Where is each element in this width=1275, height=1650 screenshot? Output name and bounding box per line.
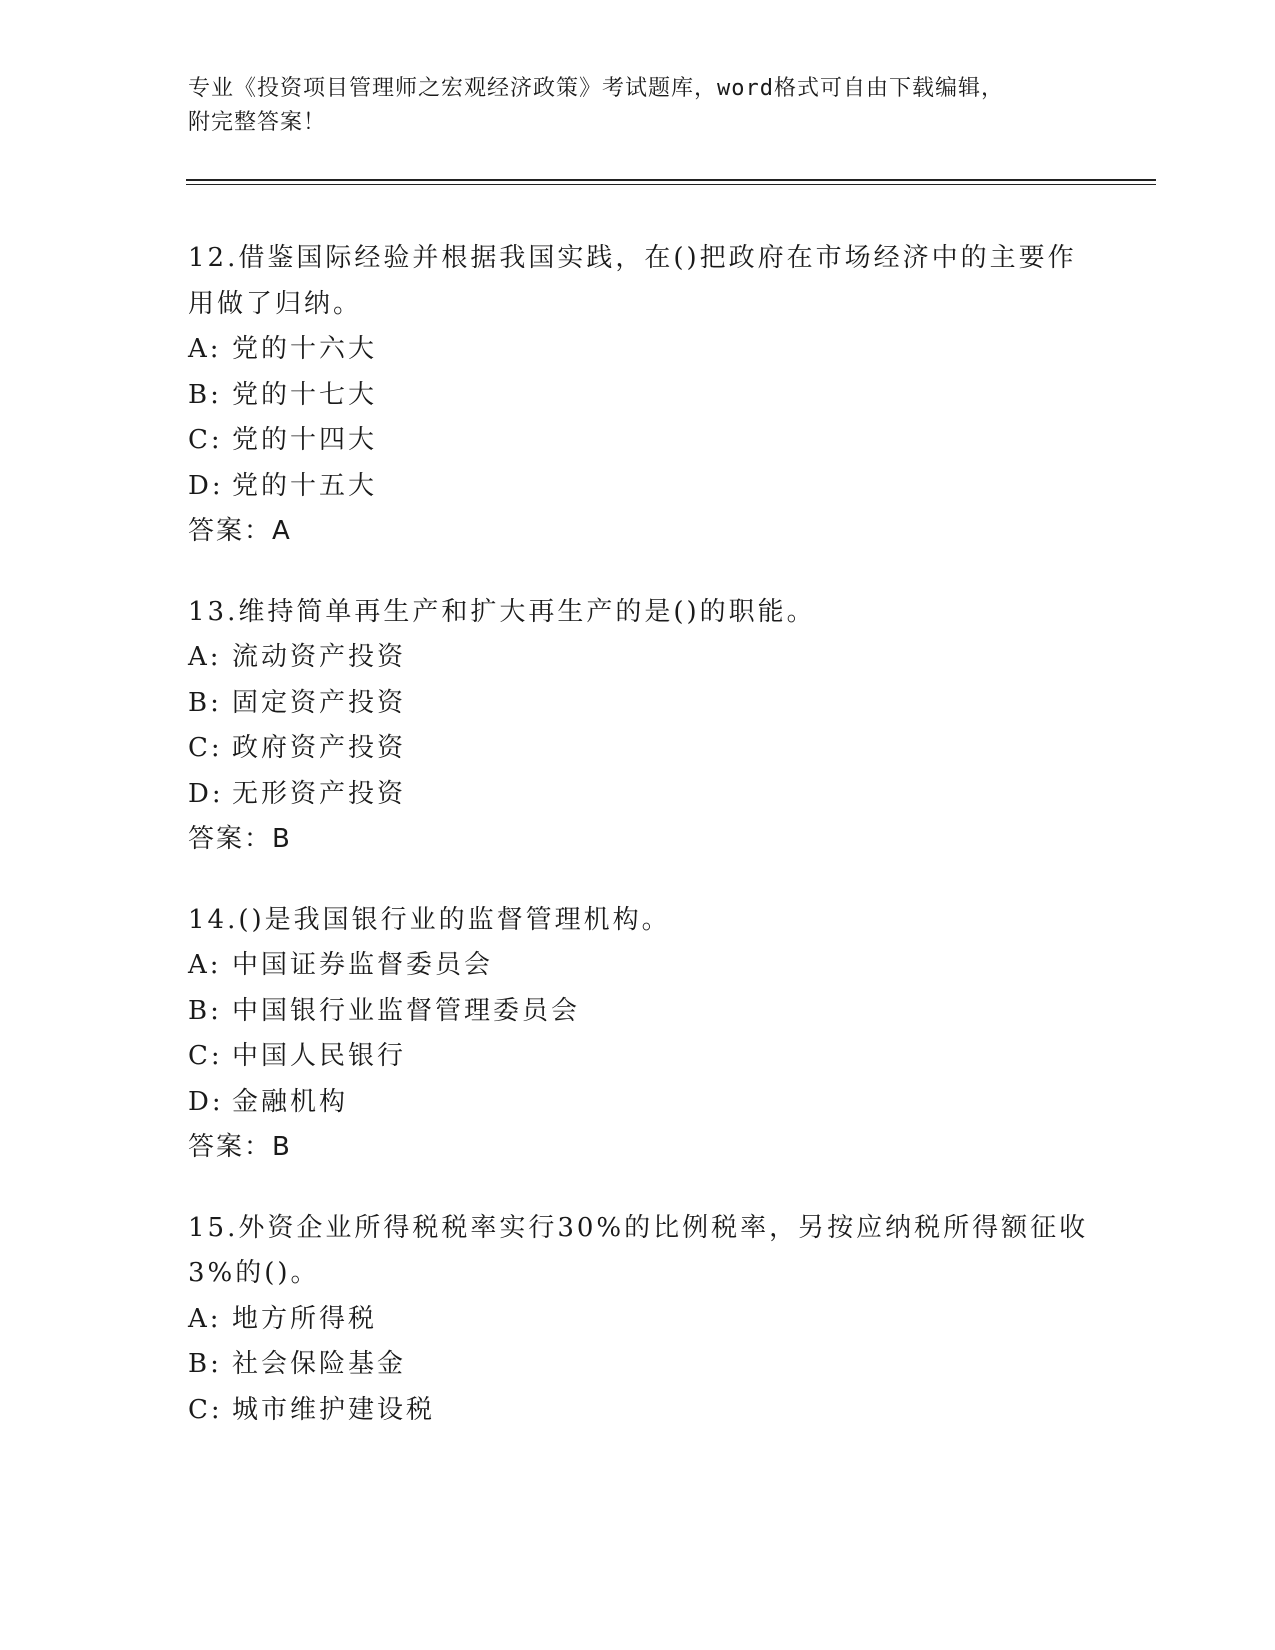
header-line-1: 专业《投资项目管理师之宏观经济政策》考试题库，word格式可自由下载编辑， <box>188 76 1004 101</box>
option-d <box>188 464 1088 510</box>
option-b <box>188 989 1088 1035</box>
question-text-line: 14.()是我国银行业的监督管理机构。 <box>188 904 671 935</box>
option-c <box>188 418 1088 464</box>
option-key: B: <box>188 1349 222 1379</box>
option-text: 党的十五大 <box>232 470 378 501</box>
option-key: B: <box>188 379 222 410</box>
option-b <box>188 681 1088 727</box>
option-b <box>188 1342 1088 1388</box>
option-a <box>188 1297 1088 1343</box>
header-divider-thin <box>186 184 1156 185</box>
option-a <box>188 327 1088 373</box>
option-c <box>188 1034 1088 1080</box>
option-text: 金融机构 <box>232 1086 349 1117</box>
option-key: C: <box>188 733 223 763</box>
question-14 <box>188 898 1088 1171</box>
option-key: A: <box>188 334 222 364</box>
question-15 <box>188 1206 1088 1434</box>
option-text: 无形资产投资 <box>232 778 407 809</box>
option-text: 固定资产投资 <box>232 687 407 718</box>
option-text: 地方所得税 <box>232 1303 378 1334</box>
option-b <box>188 373 1088 419</box>
option-key: B: <box>188 995 222 1026</box>
option-key: A: <box>188 1303 222 1334</box>
option-text: 党的十四大 <box>232 425 378 455</box>
question-text-line: 3%的()。 <box>188 1258 320 1288</box>
option-d <box>188 772 1088 818</box>
option-text: 中国银行业监督管理委员会 <box>232 995 581 1026</box>
option-key: D: <box>188 1086 224 1117</box>
question-text-line: 12.借鉴国际经验并根据我国实践，在()把政府在市场经济中的主要作 <box>188 243 1077 273</box>
option-text: 城市维护建设税 <box>232 1394 436 1425</box>
document-header <box>188 72 1088 140</box>
option-key: C: <box>188 1394 223 1425</box>
option-key: D: <box>188 470 224 501</box>
option-a <box>188 635 1088 681</box>
header-divider <box>186 179 1156 181</box>
answer-line: 答案：B <box>188 824 292 854</box>
question-text-line: 15.外资企业所得税税率实行30%的比例税率，另按应纳税所得额征收 <box>188 1212 1089 1243</box>
option-text: 中国人民银行 <box>232 1041 407 1071</box>
option-text: 流动资产投资 <box>232 642 407 672</box>
option-c <box>188 726 1088 772</box>
option-text: 党的十七大 <box>232 379 378 410</box>
option-d <box>188 1080 1088 1126</box>
option-text: 中国证券监督委员会 <box>232 950 494 980</box>
answer-line: 答案：B <box>188 1132 292 1162</box>
question-text-line: 用做了归纳。 <box>188 288 363 319</box>
option-c <box>188 1388 1088 1434</box>
option-text: 党的十六大 <box>232 334 378 364</box>
option-key: C: <box>188 1041 223 1071</box>
question-12 <box>188 236 1088 555</box>
question-13 <box>188 590 1088 863</box>
option-text: 政府资产投资 <box>232 733 407 763</box>
option-key: C: <box>188 425 223 455</box>
option-key: D: <box>188 778 224 809</box>
question-list <box>188 236 1088 1468</box>
option-a <box>188 943 1088 989</box>
option-text: 社会保险基金 <box>232 1349 407 1379</box>
header-line-2: 附完整答案！ <box>188 110 327 135</box>
option-key: A: <box>188 642 222 672</box>
question-text-line: 13.维持简单再生产和扩大再生产的是()的职能。 <box>188 596 816 627</box>
answer-line: 答案：A <box>188 516 292 546</box>
option-key: A: <box>188 950 222 980</box>
option-key: B: <box>188 687 222 718</box>
